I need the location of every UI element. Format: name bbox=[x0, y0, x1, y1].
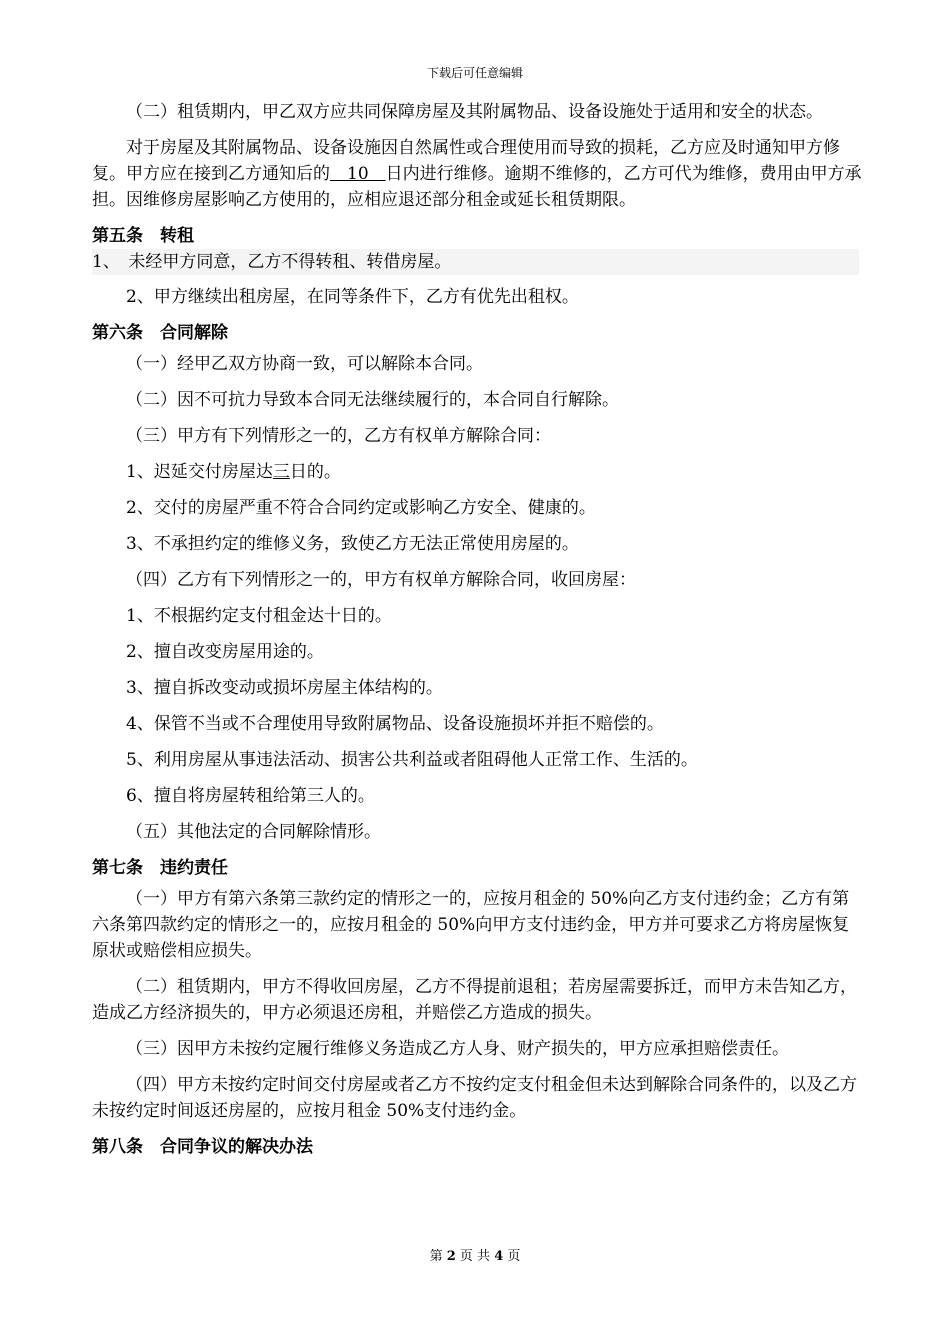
clause-3-item-1-after: 日的。 bbox=[289, 462, 341, 482]
paragraph-4-3-after: 日内进行维修。逾期不维修的，乙方可代为维修，费用由甲方承担。因维修房屋影响乙方使用的，应相应退还部分租金或延长租赁期限。 bbox=[92, 164, 862, 210]
article-6-clause-4-item-4: 4、保管不当或不合理使用导致附属物品、设备设施损坏并拒不赔偿的。 bbox=[126, 714, 664, 734]
article-6-clause-4-item-5: 5、利用房屋从事违法活动、损害公共利益或者阻碍他人正常工作、生活的。 bbox=[126, 750, 698, 770]
footer-suffix: 页 bbox=[507, 1249, 521, 1264]
article-7-clause-4: （四）甲方未按约定时间交付房屋或者乙方不按约定支付租金但未达到解除合同条件的，以及乙方未按约定时间返还房屋的，应按月租金 50%支付违约金。 bbox=[92, 1075, 857, 1121]
article-6-clause-3: （三）甲方有下列情形之一的，乙方有权单方解除合同： bbox=[126, 426, 551, 446]
page-header: 下载后可任意编辑 bbox=[426, 66, 523, 80]
article-6-clause-3-item-3: 3、不承担约定的维修义务，致使乙方无法正常使用房屋的。 bbox=[126, 534, 579, 554]
paragraph-4-3 bbox=[92, 135, 862, 213]
paragraph-4-2: （二）租赁期内，甲乙双方应共同保障房屋及其附属物品、设备设施处于适用和安全的状态。 bbox=[126, 102, 823, 122]
current-page-number: 2 bbox=[446, 1249, 456, 1264]
article-6-clause-4-item-6: 6、擅自将房屋转租给第三人的。 bbox=[126, 786, 375, 806]
article-8-title: 第八条 合同争议的解决办法 bbox=[92, 1137, 313, 1157]
article-7-clause-1: （一）甲方有第六条第三款约定的情形之一的，应按月租金的 50%向乙方支付违约金；乙方有第六条第四款约定的情形之一的，应按月租金的 50%向甲方支付违约金，甲方并可要求乙方将房屋恢复原状或赔偿相应损失。 bbox=[92, 889, 850, 961]
article-7-clause-3: （三）因甲方未按约定履行维修义务造成乙方人身、财产损失的，甲方应承担赔偿责任。 bbox=[126, 1039, 789, 1059]
article-6-clause-4-item-1: 1、不根据约定支付租金达十日的。 bbox=[126, 606, 392, 626]
article-7-clause-2: （二）租赁期内，甲方不得收回房屋，乙方不得提前退租；若房屋需要拆迁，而甲方未告知乙方，造成乙方经济损失的，甲方必须退还房租，并赔偿乙方造成的损失。 bbox=[92, 977, 857, 1023]
article-5-item-1: 1、 未经甲方同意，乙方不得转租、转借房屋。 bbox=[92, 249, 859, 275]
total-page-number: 4 bbox=[494, 1249, 504, 1264]
article-6-clause-1: （一）经甲乙双方协商一致，可以解除本合同。 bbox=[126, 354, 483, 374]
footer-middle: 页 共 bbox=[459, 1249, 491, 1264]
clause-3-item-1-before: 1、迟延交付房屋达 bbox=[126, 462, 273, 482]
delay-days-value: 三 bbox=[272, 462, 290, 482]
paragraph-4-3-before: 对于房屋及其附属物品、设备设施因自然属性或合理使用而导致的损耗，乙方应及时通知甲方修复。甲方应在接到乙方通知后的 bbox=[92, 138, 840, 184]
document-body bbox=[92, 99, 862, 1165]
article-6-clause-4-item-3: 3、擅自拆改变动或损坏房屋主体结构的。 bbox=[126, 678, 443, 698]
article-6-clause-3-item-2: 2、交付的房屋严重不符合合同约定或影响乙方安全、健康的。 bbox=[126, 498, 596, 518]
repair-days-value: 10 bbox=[330, 164, 386, 184]
article-6-clause-3-item-1 bbox=[92, 459, 862, 485]
article-6-title: 第六条 合同解除 bbox=[92, 323, 228, 343]
article-6-clause-2: （二）因不可抗力导致本合同无法继续履行的，本合同自行解除。 bbox=[126, 390, 619, 410]
article-5-title: 第五条 转租 bbox=[92, 226, 194, 246]
article-6-clause-4-item-2: 2、擅自改变房屋用途的。 bbox=[126, 642, 324, 662]
article-5-item-2: 2、甲方继续出租房屋，在同等条件下，乙方有优先出租权。 bbox=[126, 287, 579, 307]
article-7-title: 第七条 违约责任 bbox=[92, 858, 228, 878]
article-6-clause-5: （五）其他法定的合同解除情形。 bbox=[126, 822, 381, 842]
page-footer bbox=[0, 1249, 950, 1264]
footer-prefix: 第 bbox=[429, 1249, 443, 1264]
article-6-clause-4: （四）乙方有下列情形之一的，甲方有权单方解除合同，收回房屋： bbox=[126, 570, 636, 590]
